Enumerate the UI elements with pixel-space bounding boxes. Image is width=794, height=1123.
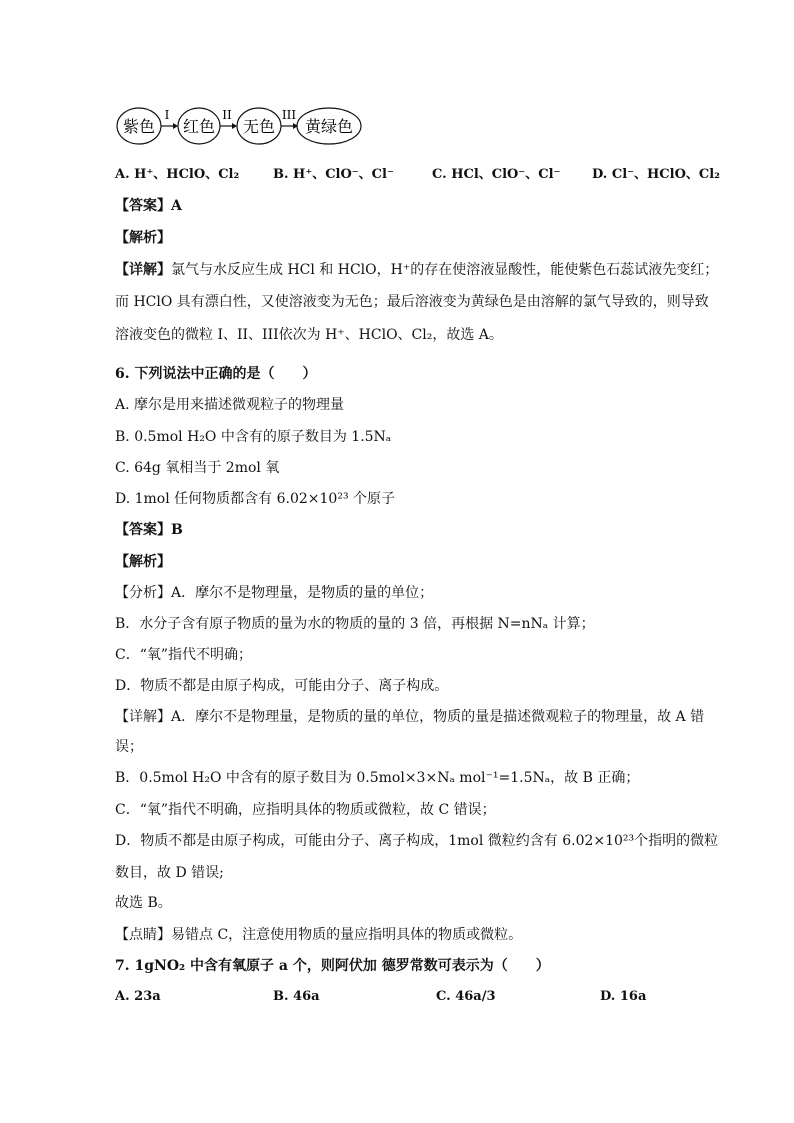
flow-node-4 xyxy=(297,108,361,144)
q5-analysis-heading: 【解析】 xyxy=(115,230,171,246)
q5-detail-line-3: 溶液变色的微粒 I、II、III依次为 H⁺、HClO、Cl₂，故选 A。 xyxy=(115,327,503,343)
q6-line-3: C．“氧”指代不明确； xyxy=(115,647,253,663)
svg-text:无色: 无色 xyxy=(242,117,276,136)
q6-option-c: C. 64g 氧相当于 2mol 氧 xyxy=(115,460,280,476)
q6-line-10: 数目，故 D 错误; xyxy=(115,865,224,881)
svg-text:紫色: 紫色 xyxy=(122,117,156,136)
q6-line-9: D．物质不都是由原子构成，可能由分子、离子构成，1mol 微粒约含有 6.02×10²³个指明的微粒 xyxy=(115,833,719,849)
q6-stem: 6. 下列说法中正确的是（ ） xyxy=(115,366,317,382)
flow-node-2 xyxy=(178,108,220,144)
q6-line-2: B．水分子含有原子物质的量为水的物质的量的 3 倍，再根据 N=nNₐ 计算； xyxy=(115,616,595,632)
q5-option-b: B. H⁺、ClO⁻、Cl⁻ xyxy=(273,167,394,182)
flow-arrow-1 xyxy=(161,108,178,129)
q6-option-b: B. 0.5mol H₂O 中含有的原子数目为 1.5Nₐ xyxy=(115,429,392,445)
q5-option-d: D. Cl⁻、HClO、Cl₂ xyxy=(592,167,720,182)
svg-text:I: I xyxy=(164,108,170,122)
svg-text:II: II xyxy=(222,108,232,122)
q6-option-a: A. 摩尔是用来描述微观粒子的物理量 xyxy=(115,397,345,413)
q6-line-1: 【分析】A．摩尔不是物理量，是物质的量的单位； xyxy=(115,585,434,601)
q6-line-6: 误； xyxy=(115,739,143,755)
q6-line-8: C．“氧”指代不明确，应指明具体的物质或微粒，故 C 错误； xyxy=(115,802,496,818)
q6-line-5: 【详解】A．摩尔不是物理量，是物质的量的单位，物质的量是描述微观粒子的物理量，故 A 错 xyxy=(115,709,705,725)
flow-node-3 xyxy=(237,108,281,144)
q7-option-d: D. 16a xyxy=(600,989,647,1004)
svg-text:III: III xyxy=(281,108,297,122)
q5-option-c: C. HCl、ClO⁻、Cl⁻ xyxy=(432,167,561,182)
q7-stem: 7. 1gNO₂ 中含有氧原子 a 个，则阿伏加 德罗常数可表示为（ ） xyxy=(115,958,550,974)
q6-analysis-heading: 【解析】 xyxy=(115,554,171,570)
svg-text:黄绿色: 黄绿色 xyxy=(304,117,354,136)
q6-line-4: D．物质不都是由原子构成，可能由分子、离子构成。 xyxy=(115,678,449,694)
color-change-flow-diagram xyxy=(115,104,365,146)
flow-arrow-2 xyxy=(220,108,237,129)
q5-detail-line-1: 【详解】氯气与水反应生成 HCl 和 HClO，H⁺的存在使溶液显酸性，能使紫色石蕊试液先变红； xyxy=(115,262,719,278)
q7-option-a: A. 23a xyxy=(115,989,161,1004)
svg-text:红色: 红色 xyxy=(182,117,216,136)
q6-answer: 【答案】B xyxy=(115,522,183,538)
q5-detail-line-2: 而 HClO 具有漂白性，又使溶液变为无色；最后溶液变为黄绿色是由溶解的氯气导致的，则导致 xyxy=(115,294,709,310)
q6-line-7: B．0.5mol H₂O 中含有的原子数目为 0.5mol×3×Nₐ mol⁻¹=1.5Nₐ，故 B 正确； xyxy=(115,770,640,786)
q6-line-11: 故选 B。 xyxy=(115,895,172,911)
q6-line-12: 【点睛】易错点 C，注意使用物质的量应指明具体的物质或微粒。 xyxy=(115,927,523,943)
q5-answer: 【答案】A xyxy=(115,198,182,214)
q7-option-b: B. 46a xyxy=(273,989,320,1004)
q5-option-a: A. H⁺、HClO、Cl₂ xyxy=(115,167,240,182)
q7-option-c: C. 46a/3 xyxy=(436,989,496,1004)
flow-arrow-3 xyxy=(281,108,298,129)
flow-node-1 xyxy=(117,108,161,144)
q6-option-d: D. 1mol 任何物质都含有 6.02×10²³ 个原子 xyxy=(115,491,396,507)
